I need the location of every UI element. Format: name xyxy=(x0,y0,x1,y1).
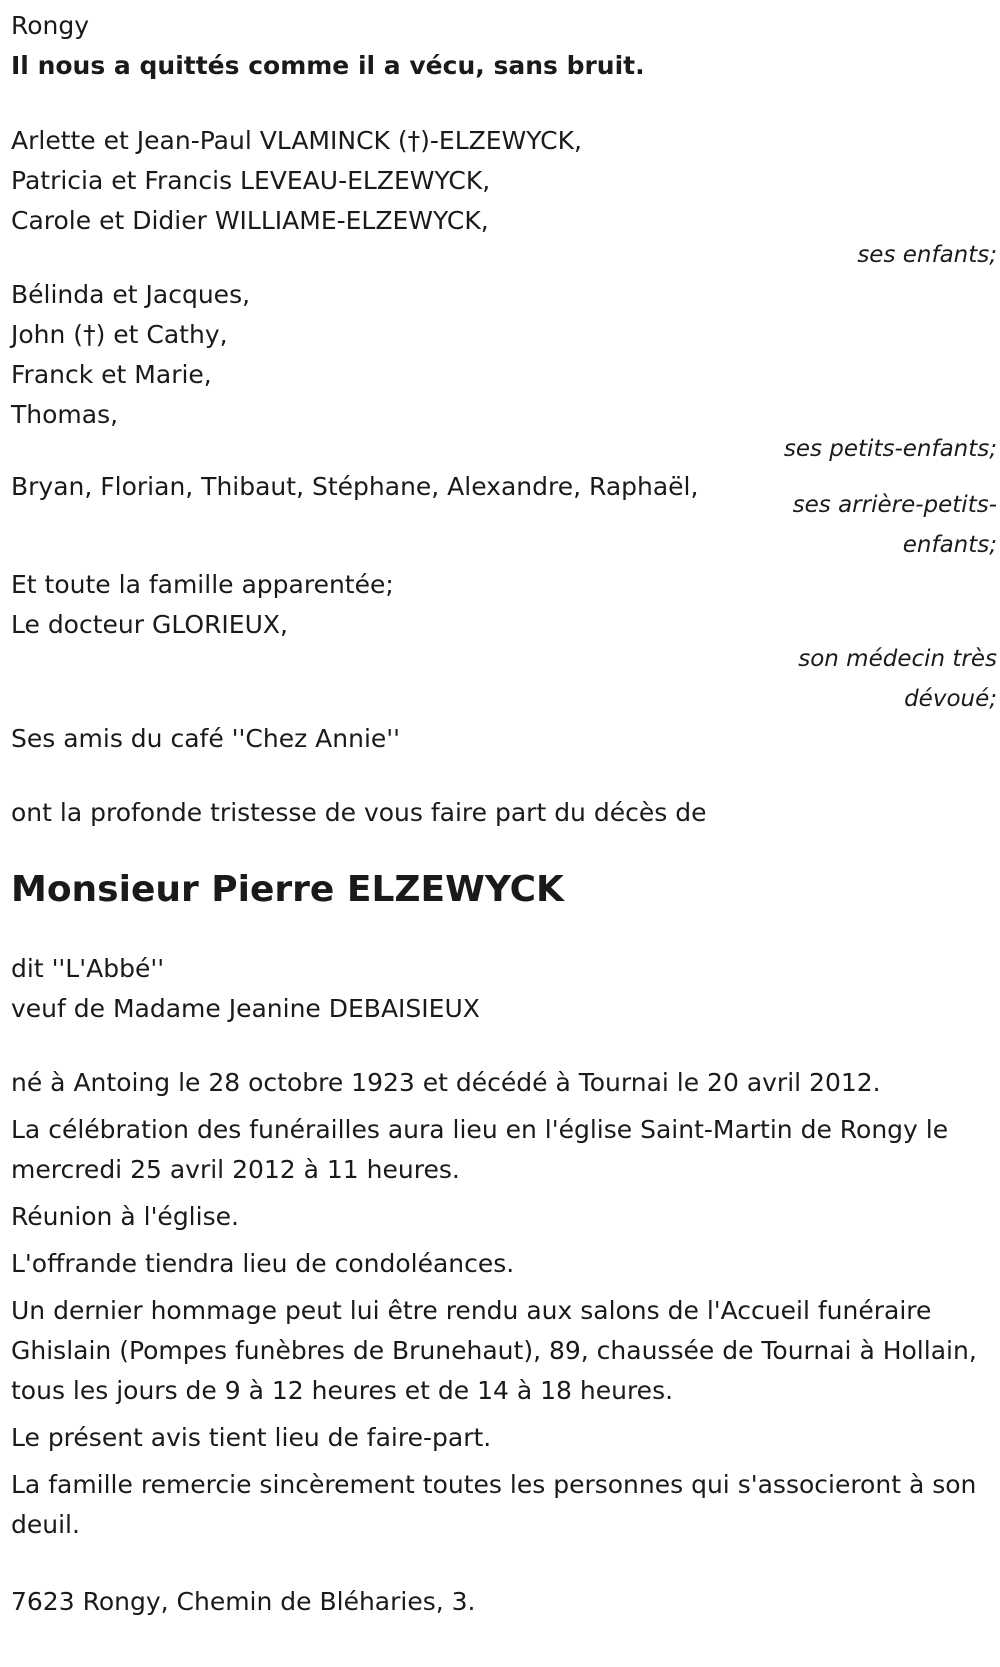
offering-info: L'offrande tiendra lieu de condoléances. xyxy=(11,1249,515,1278)
children-list xyxy=(11,121,996,241)
children-label: ses enfants; xyxy=(857,242,997,268)
funeral-info: La célébration des funérailles aura lieu en l'église Saint-Martin de Rongy le mercredi 25 avril 2012 à 11 heures. xyxy=(11,1115,949,1184)
announcement: ont la profonde tristesse de vous faire part du décès de xyxy=(11,798,707,827)
details xyxy=(11,1063,1000,1545)
cross-icon: † xyxy=(83,320,96,349)
great-grandchildren-row xyxy=(11,467,997,565)
list-item: Patricia et Francis LEVEAU-ELZEWYCK, xyxy=(11,166,491,195)
doctor-label: son médecin très dévoué; xyxy=(798,646,997,712)
grandchildren-label: ses petits-enfants; xyxy=(783,436,997,462)
deceased-name: Monsieur Pierre ELZEWYCK xyxy=(11,869,564,910)
notice-info: Le présent avis tient lieu de faire-part. xyxy=(11,1423,492,1452)
location: Rongy xyxy=(11,11,90,40)
cross-icon: † xyxy=(407,126,421,155)
great-grandchildren: Bryan, Florian, Thibaut, Stéphane, Alexandre, Raphaël, xyxy=(11,472,699,501)
address: 7623 Rongy, Chemin de Bléharies, 3. xyxy=(11,1587,476,1616)
list-item: John (†) et Cathy, xyxy=(11,320,228,349)
doctor-line: Le docteur GLORIEUX, xyxy=(11,610,288,639)
great-grandchildren-label: ses arrière-petits- enfants; xyxy=(792,492,997,558)
list-item: Carole et Didier WILLIAME-ELZEWYCK, xyxy=(11,206,489,235)
tribute-info: Un dernier hommage peut lui être rendu aux salons de l'Accueil funéraire Ghislain (Pompes funèbres de Brunehaut), 89, chaussée de Tournai à Hollain, tous les jours de 9 à 12 heures et de 14 à 18 heures. xyxy=(11,1296,977,1405)
nickname: dit ''L'Abbé'' xyxy=(11,954,165,983)
epitaph: Il nous a quittés comme il a vécu, sans bruit. xyxy=(11,51,645,80)
list-item: Bélinda et Jacques, xyxy=(11,280,251,309)
list-item: Arlette et Jean-Paul VLAMINCK (†)-ELZEWYCK, xyxy=(11,126,582,155)
family-line: Et toute la famille apparentée; xyxy=(11,570,394,599)
list-item: Franck et Marie, xyxy=(11,360,212,389)
friends-line: Ses amis du café ''Chez Annie'' xyxy=(11,724,401,753)
list-item: Thomas, xyxy=(11,400,119,429)
grandchildren-list xyxy=(11,275,996,435)
birth-death: né à Antoing le 28 octobre 1923 et décédé à Tournai le 20 avril 2012. xyxy=(11,1068,881,1097)
widower: veuf de Madame Jeanine DEBAISIEUX xyxy=(11,994,480,1023)
gathering-info: Réunion à l'église. xyxy=(11,1202,239,1231)
thanks-info: La famille remercie sincèrement toutes les personnes qui s'associeront à son deuil. xyxy=(11,1470,977,1539)
